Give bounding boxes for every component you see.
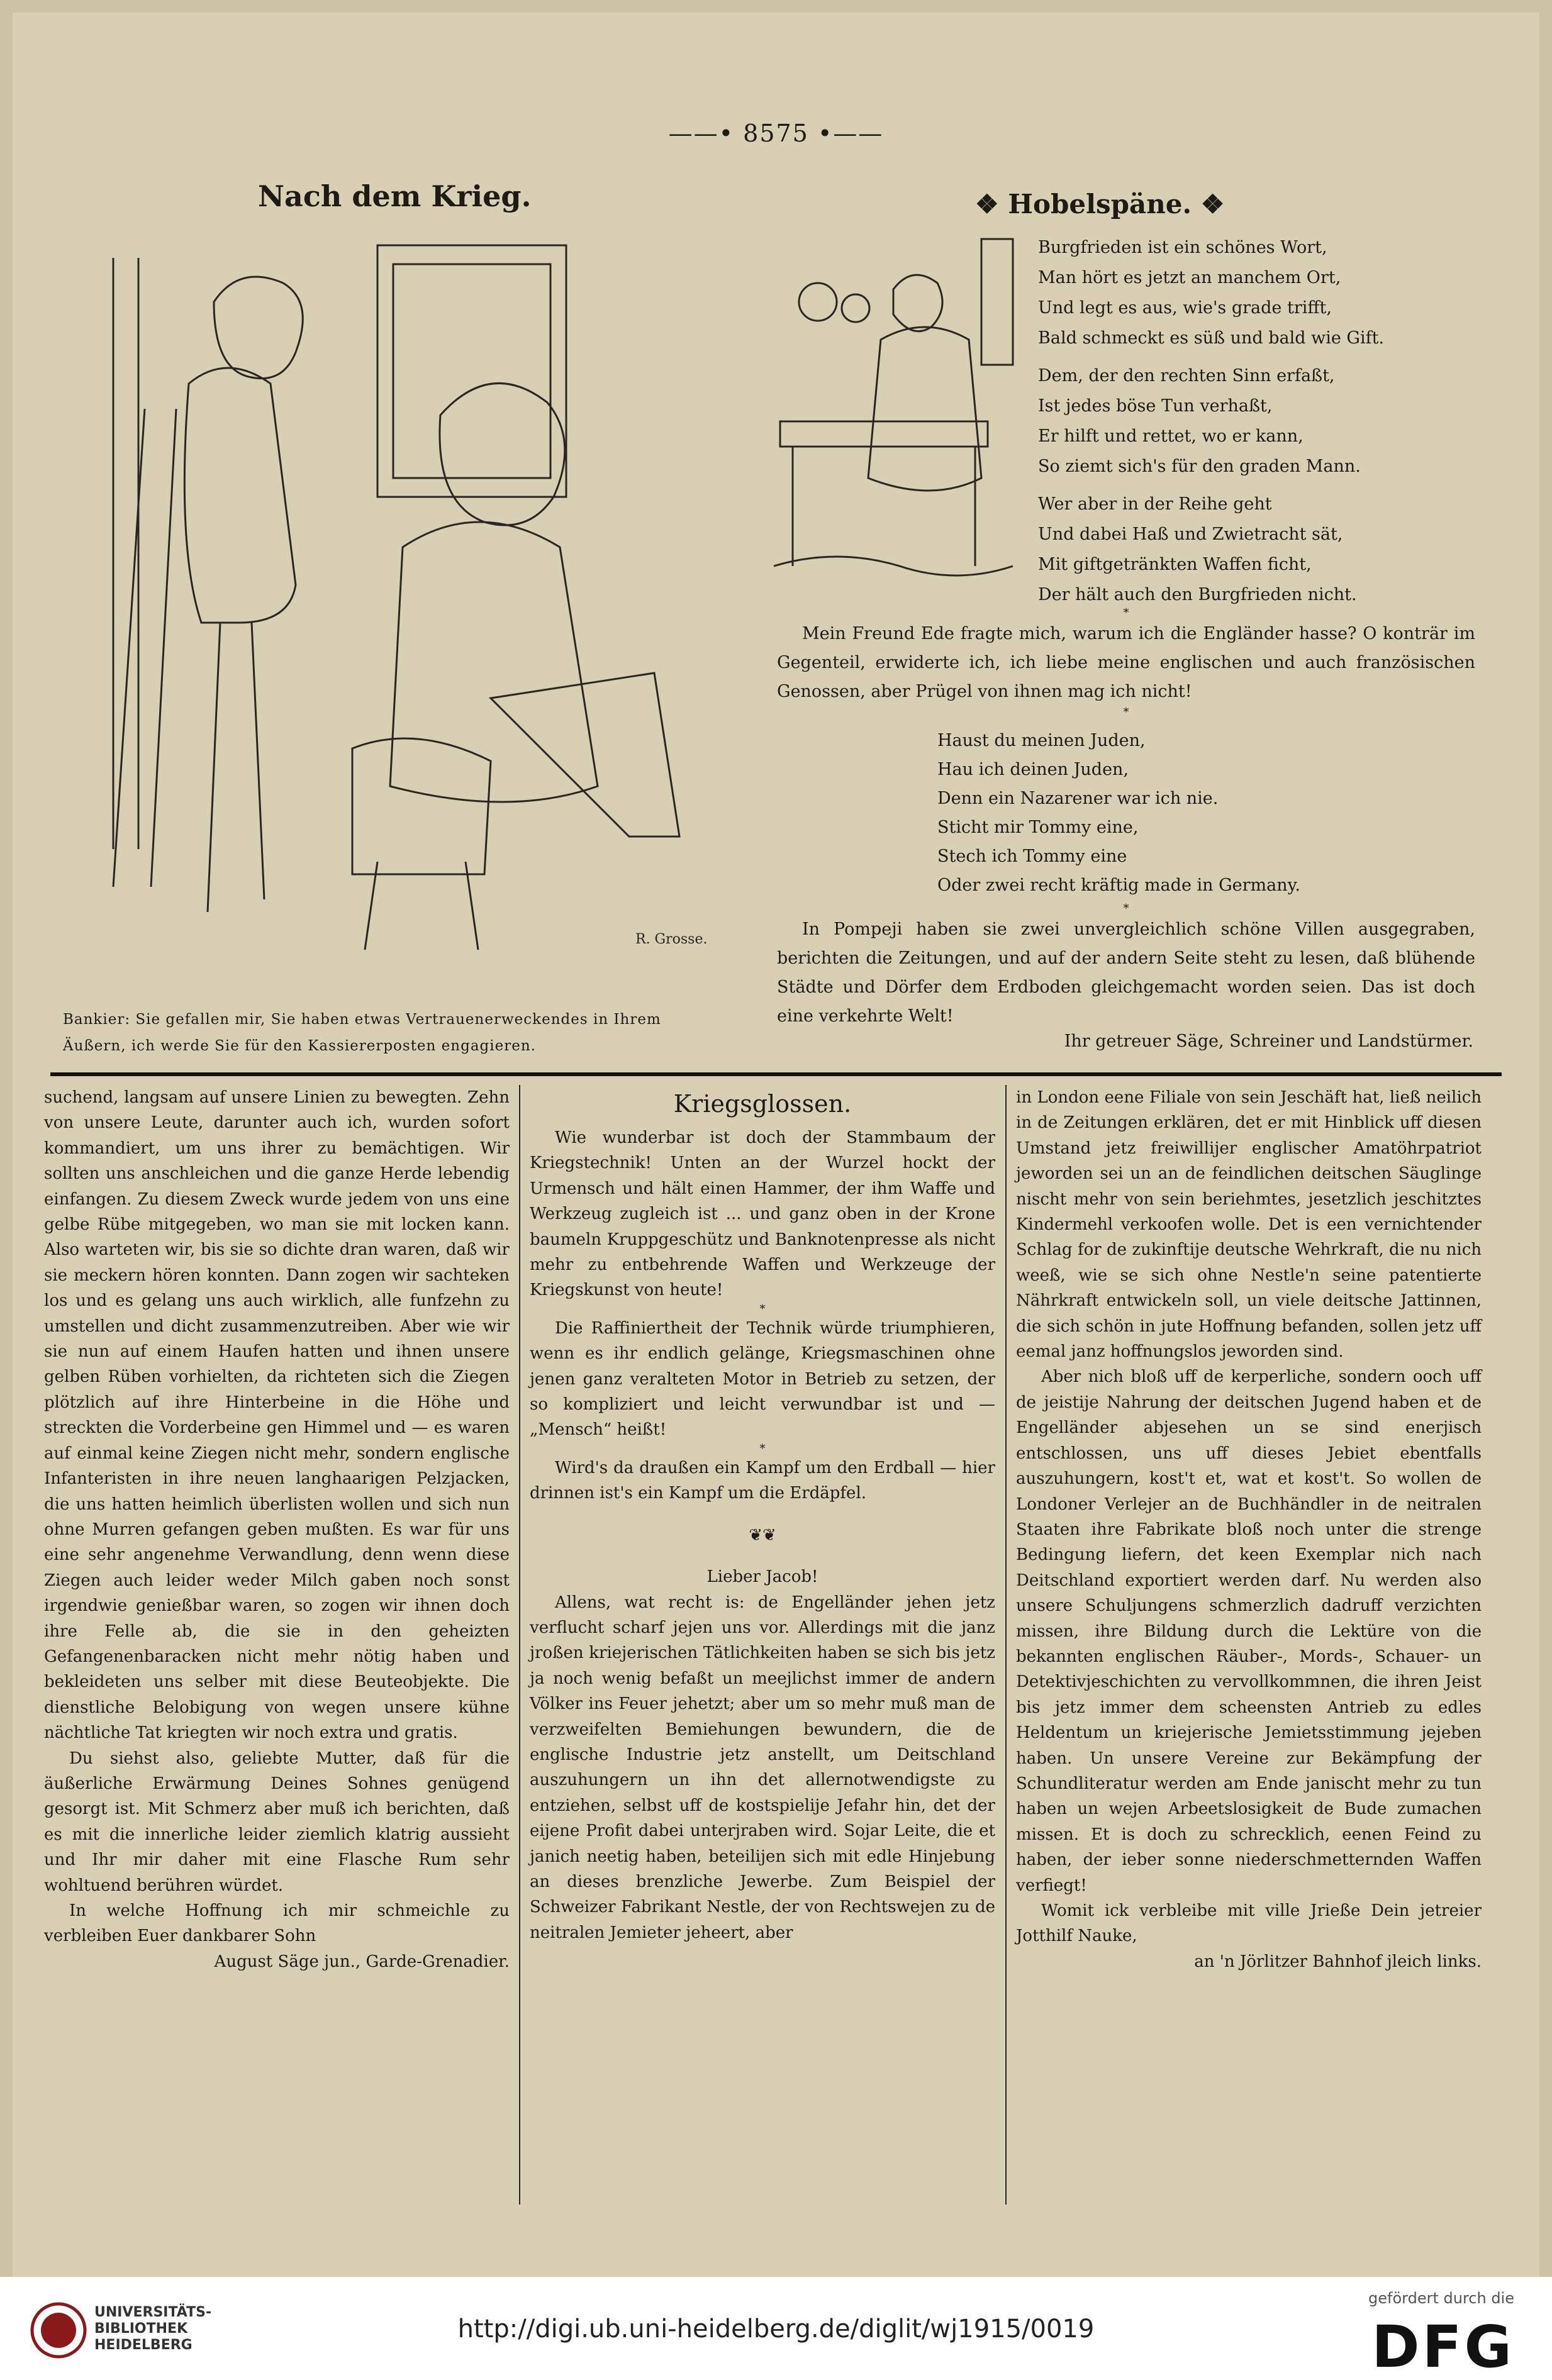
paragraph: Wie wunderbar ist doch der Stammbaum der Kriegstechnik! Unten an der Wurzel hockt der Urmensch und hält einen Hammer, der ihm Waffe und Werkzeug zugleich ist ... und ganz oben in der Krone baumeln Kruppgeschütz und Banknotenpresse als nicht mehr zu entbehrende Waffen und Werkzeuge der Kriegskunst von heute! [530,1128,995,1300]
poem-line: Wer aber in der Reihe geht [1038,494,1272,514]
cartoon-title: Nach dem Krieg. [258,179,532,213]
separator-star: * [1123,606,1129,620]
poem-line: Er hilft und rettet, wo er kann, [1038,426,1304,446]
cartoon-illustration [50,220,717,962]
column-2 [530,1085,995,1945]
poem-line: Ist jedes böse Tun verhaßt, [1038,396,1273,416]
poem-line: Dem, der den rechten Sinn erfaßt, [1038,366,1335,386]
institution-line: BIBLIOTHEK [94,2321,188,2337]
document-url[interactable]: http://digi.ub.uni-heidelberg.de/diglit/wj1915/0019 [457,2315,1095,2344]
footer-bar [0,2277,1552,2380]
letter-salutation: Lieber Jacob! [706,1567,818,1587]
column-3 [1016,1085,1482,1974]
separator-star: * [759,1442,766,1455]
tommy-poem [937,726,1300,900]
cartoon-signature: R. Grosse. [635,931,708,947]
poem-line: Hau ich deinen Juden, [937,760,1129,779]
pompeji-paragraph [777,903,1475,1031]
kriegsglossen-title: Kriegsglossen. [673,1090,852,1118]
institution-line: HEIDELBERG [94,2337,193,2353]
carpenter-illustration [755,214,1019,604]
poem-stanza [1038,361,1384,482]
poem-line: Stech ich Tommy eine [937,847,1127,866]
letter-signature: August Säge jun., Garde-Grenadier. [214,1952,510,1971]
separator-star: * [759,1302,766,1316]
poem-line: So ziemt sich's für den graden Mann. [1038,457,1361,476]
paragraph: Womit ick verbleibe mit ville Jrieße Dein jetreier Jotthilf Nauke, [1016,1901,1482,1946]
funding-note: gefördert durch die [1368,2289,1514,2307]
page-number-value: 8575 [743,120,809,147]
hobelspaene-title: ❖ Hobelspäne. ❖ [975,189,1225,220]
paragraph: Aber nich bloß uff de kerperliche, sondern ooch uff de jeistije Nahrung der deitschen Jugend haben et de Engelländer abjesehen un se sind enerjisch entschlossen, uns uff dieses Jebiet ebentfalls auszuhungern, kost't et, wat et kost't. So wollen de Londoner Verlejer an de Buchhändler in de neitralen Staaten ihre Fabrikate bloß noch unter die strenge Bedingung liefern, det keen Exemplar nich nach Deitschland exportiert werden darf. Nu werden also unsere Schuljungens schmerzlich dadruff verzichten missen, ihre Bildung durch die Lektüre von die bekannten englischen Räuber-, Mords-, Schauer- un Detektivjeschichten zu vervollkommnen, die ihren Jeist bis jetz immer dem scheensten Antrieb zu edles Heldentum un kriejerische Jemietsstimmung jejeben haben. Un unsere Vereine zur Bekämpfung der Schundliteratur werden am Ende janischt mehr zu tun haben un wejen Arbeetslosigkeit de Bude zumachen missen. Et is doch zu schrecklich, eenen Feind zu haben, der ieber sonne niederschmetternden Waffen verfiegt! [1016,1367,1482,1895]
hobelspaene-title-text: Hobelspäne. [1008,189,1192,220]
poem-line: Haust du meinen Juden, [937,731,1146,750]
poem-line: Burgfrieden ist ein schönes Wort, [1038,238,1327,257]
poem-line: Und legt es aus, wie's grade trifft, [1038,298,1332,318]
letter-signature: an 'n Jörlitzer Bahnhof jleich links. [1194,1952,1482,1971]
separator-star: * [1123,706,1129,719]
paragraph-text: Mein Freund Ede fragte mich, warum ich die Engländer hasse? O konträr im Gegenteil, erwiderte ich, ich liebe meine englischen und auch französischen Genossen, aber Prügel von ihnen mag ich nicht! [777,624,1475,701]
paragraph: Allens, wat recht is: de Engelländer jehen jetz verflucht scharf jejen uns vor. Allerdings mit die janz jroßen kriejerischen Tätlichkeiten haben se sich bis jetz ja noch wenig befaßt un meejlichst immer de andern Völker ins Feuer jehetzt; aber um so mehr muß man de verzweifelten Bemiehungen bewundern, die de englische Industrie jetz anstellt, um Deitschland auszuhungern un ihn det allernotwendigste zu entziehen, selbst uff de kostspielije Jefahr hin, det der eijene Profit dabei unterjraben wird. Sojar Leite, die et janich neetig haben, beteilijen sich mit edle Hinjebung an dieses brenzliche Jewerbe. Zum Beispiel der Schweizer Fabrikant Nestle, der von Rechtswejen zu de neitralen Jemieter jeheert, aber [530,1593,995,1942]
ornament: ❦❦ [749,1525,776,1545]
poem-line: Der hält auch den Burgfrieden nicht. [1038,585,1357,604]
engländer-paragraph [777,607,1475,719]
paragraph: Wird's da draußen ein Kampf um den Erdball — hier drinnen ist's ein Kampf um die Erdäpfel. [530,1458,995,1503]
separator-star: * [1123,902,1129,915]
paragraph: In welche Hoffnung ich mir schmeichle zu verbleiben Euer dankbarer Sohn [44,1901,510,1946]
dfg-logo: DFG [1371,2313,1514,2380]
burgfrieden-poem [1038,233,1384,618]
poem-line: Denn ein Nazarener war ich nie. [937,789,1219,808]
poem-line: Sticht mir Tommy eine, [937,818,1139,837]
column-divider [519,1085,520,2205]
poem-stanza [1038,233,1384,353]
institution-line: UNIVERSITÄTS- [94,2305,212,2320]
hobelspaene-signature: Ihr getreuer Säge, Schreiner und Landstürmer. [1064,1032,1473,1051]
poem-line: Bald schmeckt es süß und bald wie Gift. [1038,328,1385,348]
newspaper-page [13,13,1539,2277]
poem-line: Man hört es jetzt an manchem Ort, [1038,268,1341,287]
section-divider [50,1072,1502,1076]
column-1 [44,1085,510,1974]
poem-line: Mit giftgetränkten Waffen ficht, [1038,555,1312,574]
paragraph: suchend, langsam auf unsere Linien zu bewegten. Zehn von unsere Leute, darunter auch ich, wurden sofort kommandiert, um uns ihrer zu bemächtigen. Wir sollten uns anschleichen und die ganze Herde lebendig einfangen. Zu diesem Zweck wurde jedem von uns eine gelbe Rübe mitgegeben, wo man sie mit locken kann. Also warteten wir, bis sie so dichte dran waren, daß wir sie meckern hören konnten. Dann zogen wir sachteken los und es gelang uns auch wirklich, alle funfzehn zu umstellen und dicht zusammenzutreiben. Aber wie wir sie nun auf einem Haufen hatten und ihnen unsere gelben Rüben vorhielten, da richteten sich die Ziegen plötzlich auf ihre Hinterbeine in die Höhe und streckten die Vorderbeine gen Himmel und — es waren auf einmal keine Ziegen nicht mehr, sondern englische Infanteristen in ihre neuen langhaarigen Pelzjacken, die uns hatten heimlich überlisten wollen und sich nun ohne Murren gefangen geben mußten. Es war für uns eine sehr angenehme Verwandlung, denn wenn diese Ziegen auch leider weder Milch gaben noch sonst irgendwie genießbar waren, so zogen wir ihnen doch ihre Felle ab, die sie in den geheizten Gefangenenbaracken nicht mehr nötig haben und bekleideten uns selber mit diese Beuteobjekte. Die dienstliche Belobigung von wegen unsere kühne nächtliche Tat kriegten wir noch extra und gratis. [44,1088,510,1743]
poem-line: Oder zwei recht kräftig made in Germany. [937,876,1300,895]
page-number: ——• 8575 •—— [668,120,884,147]
paragraph: in London eene Filiale von sein Jeschäft hat, ließ neilich in de Zeitungen erklären, det er mit Hinblick uff diesen Umstand jetz freiwillijer englischer Amatöhrpatriot jeworden sei un an de feindlichen deitschen Säuglinge nischt mehr von sein beriehmtes, jesetzlich jeschitztes Kindermehl verkoofen wolle. Det is een vernichtender Schlag for de zukinftije deutsche Wehrkraft, die nu nich weeß, wie se sich ohne Nestle'n seine patentierte Nährkraft entwickeln soll, un viele deitsche Jattinnen, die sich schön in jute Hoffnung befanden, sollen jetz uff eemal janz hoffnungslos jeworden sind. [1016,1088,1482,1362]
paragraph-text: In Pompeji haben sie zwei unvergleichlich schöne Villen ausgegraben, berichten die Zeitungen, und auf der andern Seite steht zu lesen, daß blühende Städte und Dörfer dem Erdboden gleichgemacht worden seien. Das ist doch eine verkehrte Welt! [777,920,1475,1026]
poem-line: Und dabei Haß und Zwietracht sät, [1038,525,1343,544]
column-divider [1005,1085,1007,2205]
paragraph: Die Raffiniertheit der Technik würde triumphieren, wenn es ihr endlich gelänge, Kriegsmaschinen ohne jenen ganz veralteten Motor in Betrieb zu setzen, der so kompliziert und leicht verwundbar ist und — „Mensch“ heißt! [530,1318,995,1440]
poem-stanza [1038,489,1384,610]
paragraph: Du siehst also, geliebte Mutter, daß für die äußerliche Erwärmung Deines Sohnes genügend gesorgt ist. Mit Schmerz aber muß ich berichten, daß es mit die innerliche leider ziemlich klatrig aussieht und Ihr mir daher mit eine Flasche Rum sehr wohltuend berühren würdet. [44,1749,510,1895]
cartoon-caption: Bankier: Sie gefallen mir, Sie haben etwas Vertrauenerweckendes in Ihrem Äußern, ich werde Sie für den Kassiererposten engagieren. [63,1011,661,1054]
